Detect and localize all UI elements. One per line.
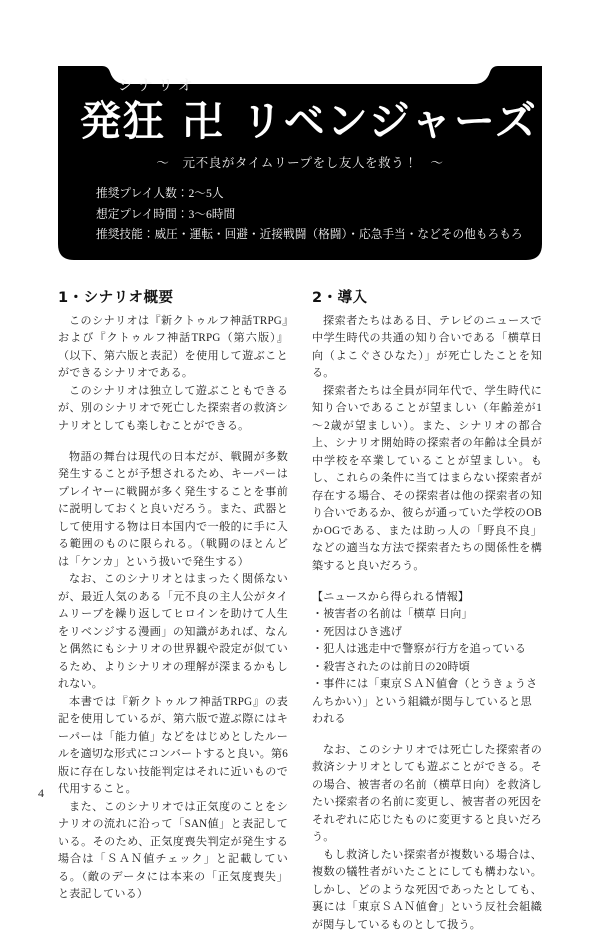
paragraph: なお、このシナリオでは死亡した探索者の救済シナリオとしても遊ぶことができる。その場合、被害者の名前（横草日向）を救済したい探索者の名前に変更し、被害者の死因をそれぞれに応じたものに変更すると良いだろう。 <box>312 743 542 844</box>
spec-player-count: 推奨プレイ人数：2～5人 <box>96 187 224 201</box>
spec-skills: 推奨技能：威圧・運転・回避・近接戦闘（格闘）・応急手当・などその他もろもろ <box>96 227 523 241</box>
right-column <box>312 289 542 934</box>
list-item: ・事件には「東京ＳＡＮ値會（とうきょうさんちかい）」という組織が関与していると思われる <box>312 678 538 726</box>
banner-kicker: シナリオ <box>118 78 198 94</box>
news-list <box>312 606 542 729</box>
page-number: 4 <box>38 786 44 800</box>
list-item: ・被害者の名前は「横草 日向」 <box>312 608 473 621</box>
paragraph: 探索者たちはある日、テレビのニュースで中学生時代の共通の知り合いである「横草日向（よこぐさひなた）」が死亡したことを知る。 <box>312 314 542 380</box>
banner-specs <box>96 184 523 244</box>
banner-title: 発狂 卍 リベンジャーズ <box>80 96 538 145</box>
paragraph: なお、このシナリオとはまったく関係ないが、最近人気のある「元不良の主人公がタイムリープを繰り返してヒロインを助けて人生をリベンジする漫画」の知識があれば、なんと偶然にもシナリオの世界観や設定が似ているため、よりシナリオの理解が深まるかもしれない。 <box>58 573 288 691</box>
paragraph: もし救済したい探索者が複数いる場合は、複数の犠牲者がいたことにしても構わない。しかし、どのような死因であったとしても、裏には「東京ＳＡＮ値會」という反社会組織が関与しているものとして扱う。 <box>312 848 542 931</box>
list-item: ・死因はひき逃げ <box>312 625 403 638</box>
section-heading-overview: 1・シナリオ概要 <box>58 290 174 306</box>
left-column <box>58 289 288 934</box>
paragraph: このシナリオは『新クトゥルフ神話TRPG』および『クトゥルフ神話TRPG（第六版）』（以下、第六版と表記）を使用して遊ぶことができるシナリオである。 <box>58 314 288 380</box>
title-banner <box>58 58 542 260</box>
paragraph: 本書では『新クトゥルフ神話TRPG』の表記を使用しているが、第六版で遊ぶ際にはキーパーは「能力値」などをはじめとしたルールを適切な形式にコンバートすると良い。第6版に存在しない技能判定はそれに近いもので代用すること。 <box>58 695 288 796</box>
spec-play-time: 想定プレイ時間：3～6時間 <box>96 207 236 221</box>
section-heading-introduction: 2・導入 <box>312 290 368 306</box>
banner-content <box>58 58 542 260</box>
news-list-title: 【ニュースから得られる情報】 <box>312 590 470 603</box>
body-columns <box>58 289 542 934</box>
paragraph: 探索者たちは全員が同年代で、学生時代に知り合いであることが望ましい（年齢差が1～2歳が望ましい）。また、シナリオの都合上、シナリオ開始時の探索者の年齢は全員が中学校を卒業していることが望ましい。もし、これらの条件に当てはまらない探索者が存在する場合、その探索者は他の探索者の知り合いであるか、彼らが通っていた学校のOBかOGである、または助っ人の「野良不良」などの適当な方法で探索者たちの関係性を構築すると良いだろう。 <box>312 384 542 572</box>
paragraph: また、このシナリオでは正気度のことをシナリオの流れに沿って「SAN値」と表記している。そのため、正気度喪失判定が発生する場合は「ＳＡＮ値チェック」と記載している。（敵のデータには本来の「正気度喪失」と表記している） <box>58 800 288 901</box>
list-item: ・殺害されたのは前日の20時頃 <box>312 660 470 673</box>
list-item: ・犯人は逃走中で警察が行方を追っている <box>312 643 527 656</box>
banner-subtitle: ～ 元不良がタイムリープをし友人を救う！ ～ <box>156 156 444 171</box>
paragraph: このシナリオは独立して遊ぶこともできるが、別のシナリオで死亡した探索者の救済シナリオとしても楽しむことができる。 <box>58 384 288 432</box>
paragraph: 物語の舞台は現代の日本だが、戦闘が多数発生することが予想されるため、キーパーはプレイヤーに戦闘が多く発生することを事前に説明しておくと良いだろう。また、武器として使用する物は日本国内で一般的に手に入る範囲のものに限られる。（戦闘のほとんどは「ケンカ」という扱いで発生する） <box>58 450 288 568</box>
